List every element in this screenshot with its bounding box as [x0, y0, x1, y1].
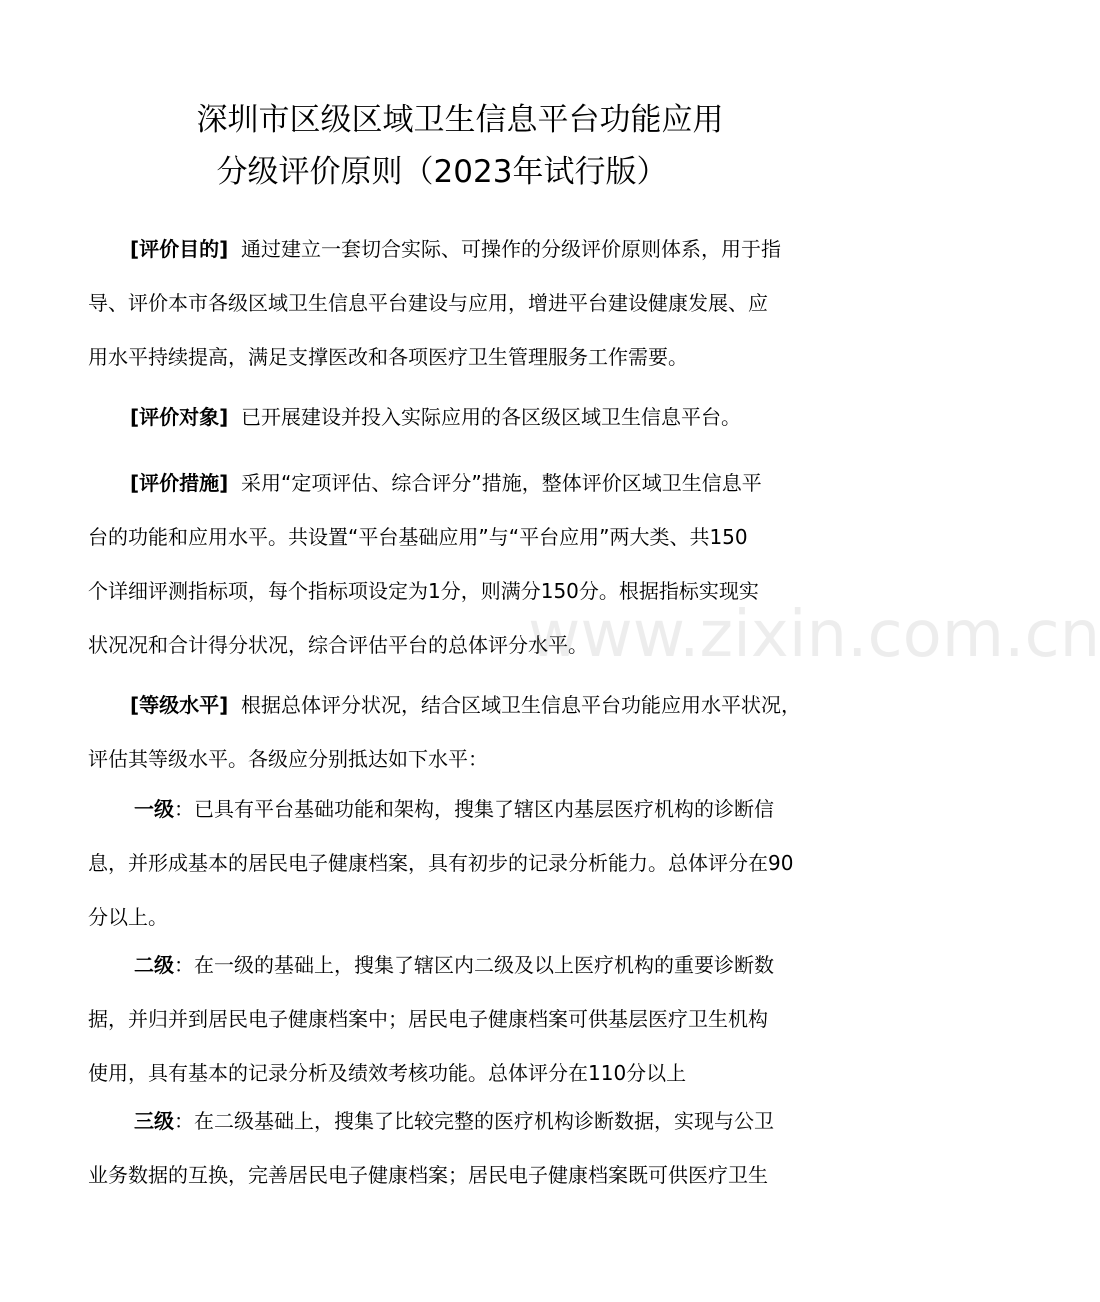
level-line: 使用，具有基本的记录分析及绩效考核功能。总体评分在110分以上	[88, 1061, 687, 1085]
section-text: 根据总体评分状况，结合区域卫生信息平台功能应用水平状况，	[241, 693, 801, 717]
section-purpose-line: 用水平持续提高，满足支撑医改和各项医疗卫生管理服务工作需要。	[88, 345, 688, 369]
level-text: ：在一级的基础上，搜集了辖区内二级及以上医疗机构的重要诊断数	[174, 953, 774, 977]
page-title-line-1: 深圳市区级区域卫生信息平台功能应用	[196, 102, 724, 138]
page-title-line-2: 分级评价原则（2023年试行版）	[216, 154, 668, 190]
section-text: 采用“定项评估、综合评分”措施，整体评价区域卫生信息平	[241, 471, 762, 495]
section-grade-line: 评估其等级水平。各级应分别抵达如下水平：	[88, 747, 488, 771]
section-object	[88, 390, 840, 444]
section-object-line	[88, 390, 840, 444]
level-line	[88, 782, 840, 836]
section-text: 通过建立一套切合实际、可操作的分级评价原则体系，用于指	[241, 237, 781, 261]
level-label: 二级	[134, 953, 174, 977]
section-measures-line: 状况况和合计得分状况，综合评估平台的总体评分水平。	[88, 633, 588, 657]
watermark: www.zixin.com.cn	[528, 598, 1100, 672]
level-line: 业务数据的互换，完善居民电子健康档案；居民电子健康档案既可供医疗卫生	[88, 1163, 768, 1187]
level-2	[88, 938, 840, 1100]
level-text: ：已具有平台基础功能和架构，搜集了辖区内基层医疗机构的诊断信	[174, 797, 774, 821]
level-1	[88, 782, 840, 944]
section-label: [评价对象]	[130, 405, 229, 429]
level-line	[88, 938, 840, 992]
level-label: 三级	[134, 1109, 174, 1133]
section-purpose-line: 导、评价本市各级区域卫生信息平台建设与应用，增进平台建设健康发展、应	[88, 291, 768, 315]
level-line: 据，并归并到居民电子健康档案中；居民电子健康档案可供基层医疗卫生机构	[88, 1007, 768, 1031]
level-text: ：在二级基础上，搜集了比较完整的医疗机构诊断数据，实现与公卫	[174, 1109, 774, 1133]
section-label: [评价目的]	[130, 237, 229, 261]
section-purpose-line	[88, 222, 840, 276]
section-purpose	[88, 222, 840, 384]
section-measures-line: 个详细评测指标项，每个指标项设定为1分，则满分150分。根据指标实现实	[88, 579, 759, 603]
level-label: 一级	[134, 797, 174, 821]
section-label: [等级水平]	[130, 693, 229, 717]
section-label: [评价措施]	[130, 471, 229, 495]
section-measures-line	[88, 456, 840, 510]
section-grade	[88, 678, 840, 786]
level-line	[88, 1094, 840, 1148]
section-measures-line: 台的功能和应用水平。共设置“平台基础应用”与“平台应用”两大类、共150	[88, 525, 748, 549]
level-line: 分以上。	[88, 905, 168, 929]
section-grade-line	[88, 678, 840, 732]
level-line: 息，并形成基本的居民电子健康档案，具有初步的记录分析能力。总体评分在90	[88, 851, 794, 875]
level-3	[88, 1094, 840, 1202]
section-text: 已开展建设并投入实际应用的各区级区域卫生信息平台。	[241, 405, 741, 429]
